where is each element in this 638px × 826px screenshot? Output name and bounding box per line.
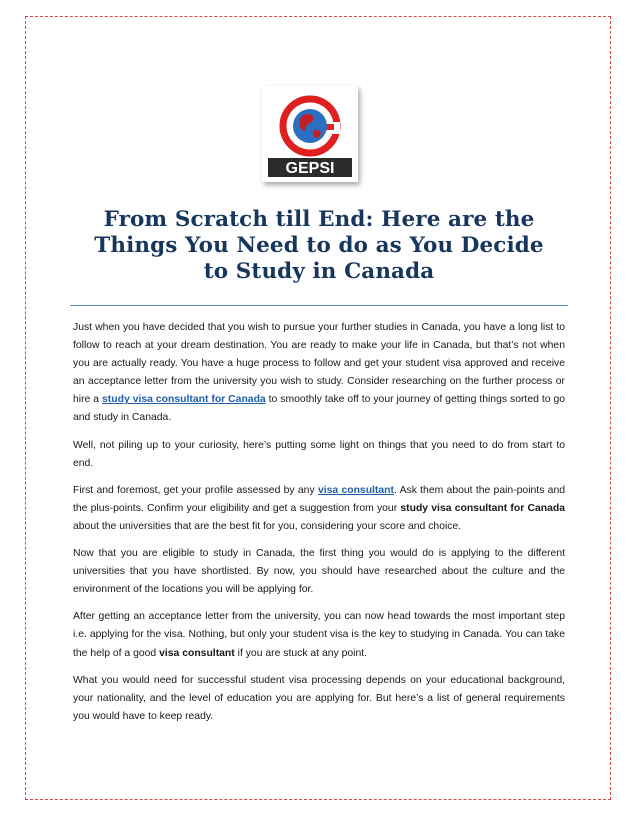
paragraph xyxy=(73,608,565,662)
title-line: Things You Need to do as You Decide xyxy=(94,233,544,258)
visa-consultant-link[interactable]: visa consultant xyxy=(317,484,394,496)
paragraph-text: to smoothly take off to your journey of getting things sorted to go and study in Canada. xyxy=(73,394,566,424)
title-line: to Study in Canada xyxy=(203,259,435,284)
paragraph-text: about the universities that are the best fit for you, considering your score and choice. xyxy=(73,520,462,532)
study-visa-consultant-link[interactable]: study visa consultant for Canada xyxy=(102,394,266,406)
paragraph-text: First and foremost, get your profile assessed by any xyxy=(73,484,315,496)
page-title xyxy=(70,207,568,285)
bold-text: study visa consultant for Canada xyxy=(400,502,565,514)
paragraph: Now that you are eligible to study in Canada, the first thing you would do is applying to the different universities that you have shortlisted. By now, you should have researched about the culture and the environment of the locations you will be applying for. xyxy=(73,548,565,596)
paragraph-text: Just when you have decided that you wish to pursue your further studies in Canada, you have a long list to follow to reach at your dream destination. You are ready to make your life in Canada, but that’s not when you are actually ready. You have a huge process to follow and get your student visa approved and receive an acceptance letter from the university you wish to study. Consider researching on the further process or hire a xyxy=(73,322,565,406)
globe-g-icon xyxy=(262,86,358,182)
paragraph: Well, not piling up to your curiosity, here’s putting some light on things that you need to do from start to end. xyxy=(73,439,565,469)
paragraph-text: After getting an acceptance letter from the university, you can now head towards the most important step i.e. applying for the visa. Nothing, but only your student visa is the key to studying in Canada. You can take the help of a good xyxy=(73,611,565,659)
paragraph: What you would need for successful student visa processing depends on your educational background, your nationality, and the level of education you are applying for. But here’s a list of general requirements you would have to keep ready. xyxy=(73,674,565,722)
logo-text: GEPSI xyxy=(285,160,335,177)
article-body xyxy=(73,319,565,735)
title-underline xyxy=(70,305,568,306)
title-line: From Scratch till End: Here are the xyxy=(103,207,535,232)
bold-text: visa consultant xyxy=(159,647,235,659)
paragraph-text: . Ask them about the pain-points and the plus-points. Confirm your eligibility and get a suggestion from your xyxy=(73,484,565,514)
paragraph xyxy=(73,482,565,536)
paragraph-text: if you are stuck at any point. xyxy=(237,647,368,659)
paragraph xyxy=(73,319,565,428)
gepsi-logo xyxy=(262,86,358,182)
